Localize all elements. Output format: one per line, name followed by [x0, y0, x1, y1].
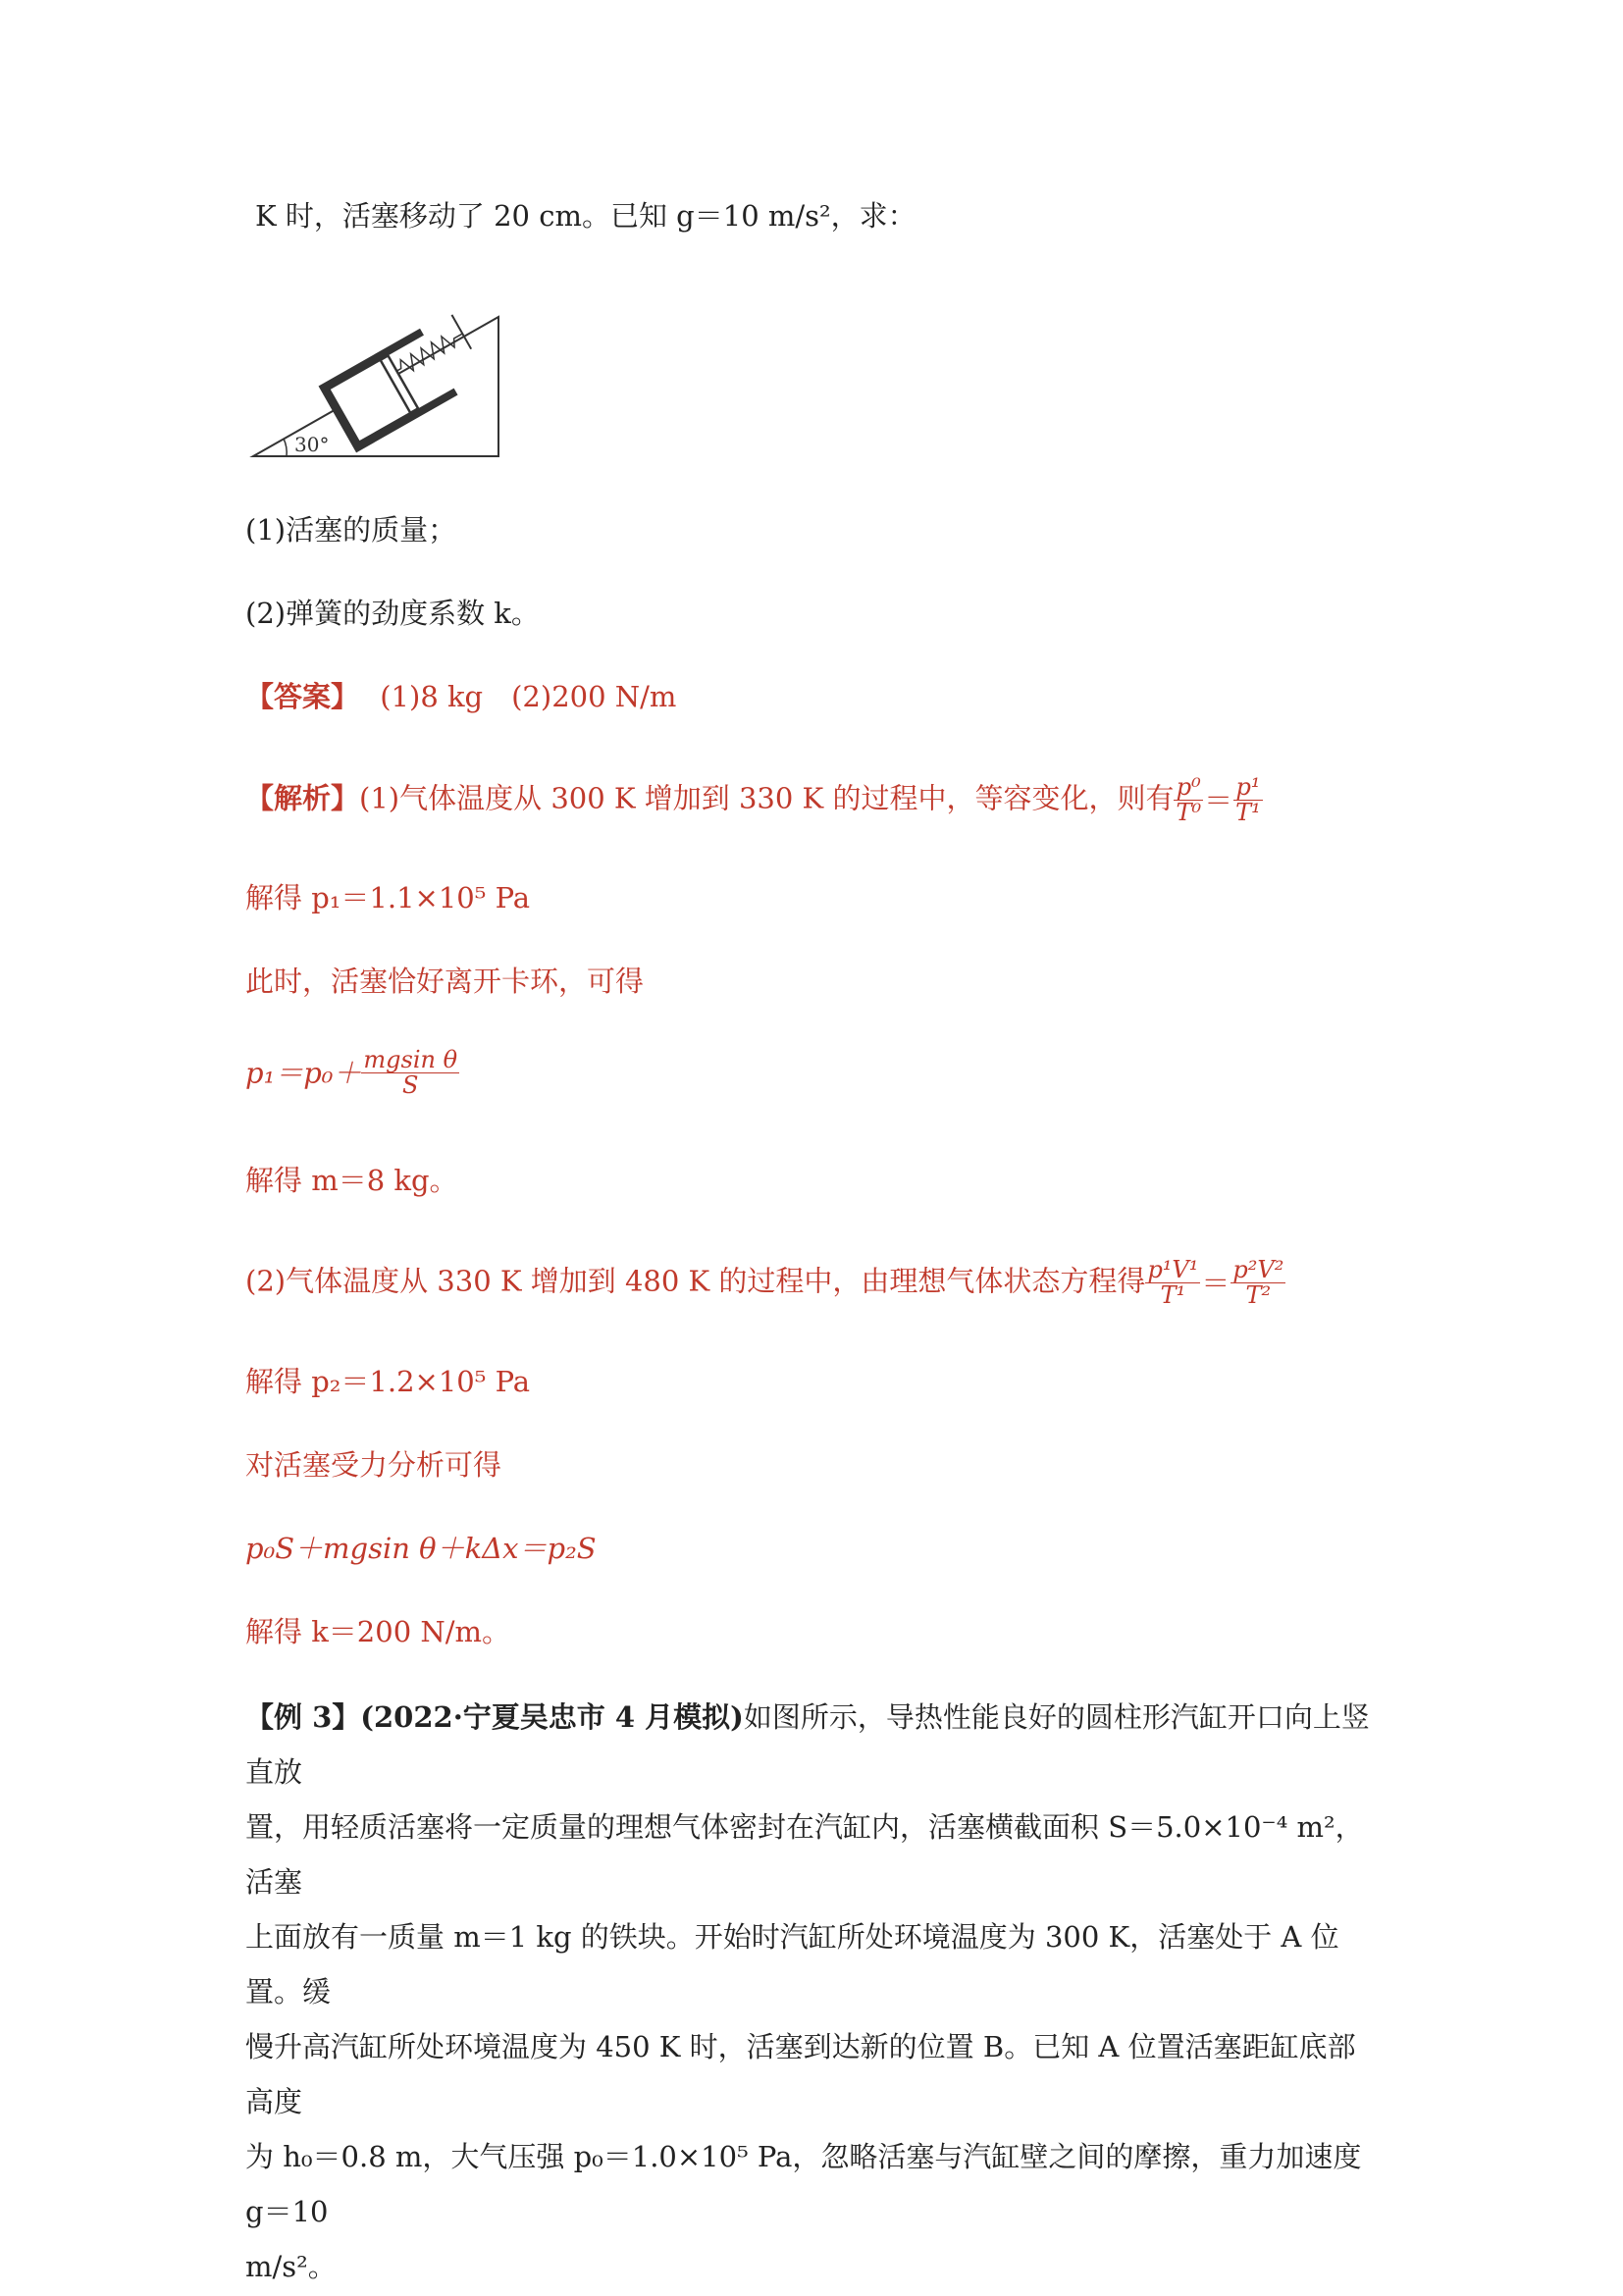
answer-line — [245, 677, 676, 716]
example-3-line-1: 【例 3】(2022·宁夏吴忠市 4 月模拟)如图所示，导热性能良好的圆柱形汽缸开口向上竖直放 — [245, 1700, 1370, 1789]
analysis-label: 【解析】 — [245, 781, 360, 815]
analysis-line-5: 解得 m＝8 kg。 — [245, 1164, 458, 1197]
fraction-p0-t0: $\frac{\text{p⁰}}{\text{T⁰}}$ — [1176, 773, 1202, 827]
example-3-line-6: m/s²。 — [245, 2250, 337, 2283]
example-3 — [245, 1690, 1384, 2294]
analysis-text-1: (1)气体温度从 300 K 增加到 330 K 的过程中，等容变化，则有 — [359, 781, 1175, 815]
answer-label: 【答案】 — [245, 680, 360, 713]
example-3-label: 【例 3】 — [245, 1700, 361, 1734]
example-3-line-4: 慢升高汽缸所处环境温度为 450 K 时，活塞到达新的位置 B。已知 A 位置活塞距缸底部高度 — [245, 2030, 1356, 2118]
analysis-line-1: 【解析】(1)气体温度从 300 K 增加到 330 K 的过程中，等容变化，则有 $\frac{\text{p⁰}}{\text{T⁰}}$ ＝ $\frac{\text{p¹}}{\text{T¹}}$ — [245, 773, 1261, 827]
analysis-line-8: 对活塞受力分析可得 — [245, 1448, 502, 1482]
analysis-line-6: (2)气体温度从 330 K 增加到 480 K 的过程中，由理想气体状态方程得 $\frac{\text{p¹V¹}}{\text{T¹}}$ ＝ $\frac{\text{p²V²}}{\text{T²}}$ — [245, 1256, 1284, 1310]
analysis-line-9: p₀S＋mgsin θ＋kΔx＝p₂S — [245, 1532, 597, 1565]
fraction-p1v1-t1: $\frac{\text{p¹V¹}}{\text{T¹}}$ — [1147, 1256, 1199, 1310]
angle-label: 30° — [294, 433, 330, 456]
analysis-line-4 — [245, 1048, 459, 1098]
fraction-mgsin-s: $\frac{\text{mgsin θ}}{S}$ — [363, 1046, 458, 1100]
intro-line: K 时，活塞移动了 20 cm。已知 g＝10 m/s²，求： — [255, 199, 916, 233]
example-3-source: (2022·宁夏吴忠市 4 月模拟) — [360, 1700, 744, 1734]
analysis-line-7: 解得 p₂＝1.2×10⁵ Pa — [245, 1365, 531, 1398]
question-2: (2)弹簧的劲度系数 k。 — [245, 597, 540, 630]
analysis-line-2: 解得 p₁＝1.1×10⁵ Pa — [245, 881, 531, 914]
example-3-line-2: 置，用轻质活塞将一定质量的理想气体密封在汽缸内，活塞横截面积 S＝5.0×10⁻⁴ m²，活塞 — [245, 1810, 1364, 1899]
fraction-p1-t1: $\frac{\text{p¹}}{\text{T¹}}$ — [1235, 773, 1261, 827]
analysis-text-6: (2)气体温度从 330 K 增加到 480 K 的过程中，由理想气体状态方程得 — [245, 1264, 1146, 1298]
angle-arc — [284, 439, 287, 456]
incline-figure — [245, 280, 515, 466]
example-3-line-3: 上面放有一质量 m＝1 kg 的铁块。开始时汽缸所处环境温度为 300 K，活塞处于 A 位置。缓 — [245, 1920, 1339, 2009]
example-3-line-5: 为 h₀＝0.8 m，大气压强 p₀＝1.0×10⁵ Pa，忽略活塞与汽缸壁之间的摩擦，重力加速度 g＝10 — [245, 2140, 1362, 2228]
question-1: (1)活塞的质量； — [245, 513, 457, 547]
analysis-line-10: 解得 k＝200 N/m。 — [245, 1615, 511, 1648]
fraction-p2v2-t2: $\frac{\text{p²V²}}{\text{T²}}$ — [1232, 1256, 1284, 1310]
analysis-line-3: 此时，活塞恰好离开卡环，可得 — [245, 965, 645, 998]
answer-text: (1)8 kg (2)200 N/m — [380, 680, 677, 713]
pressure-equation-left: p₁＝p₀＋ — [245, 1056, 362, 1090]
